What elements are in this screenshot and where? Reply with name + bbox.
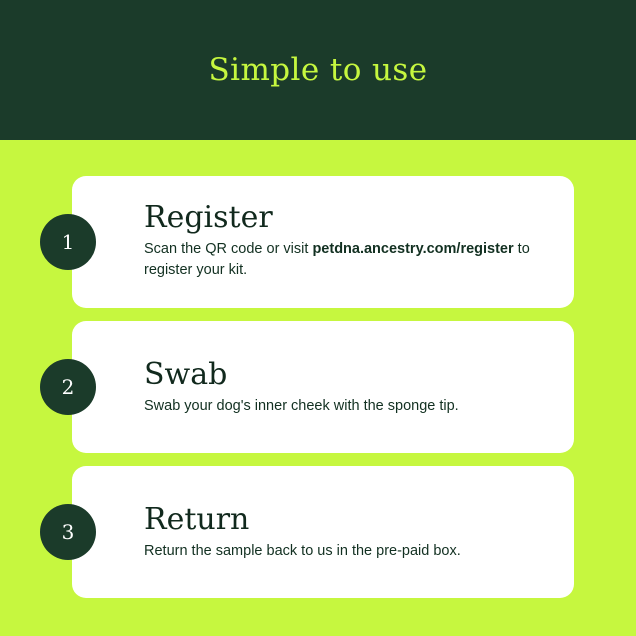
page-header <box>0 0 636 140</box>
step-card <box>72 321 574 453</box>
step-description-prefix: Return the sample back to us in the pre-paid box. <box>144 542 461 559</box>
step-number-badge: 2 <box>40 359 96 415</box>
step-number-badge: 1 <box>40 214 96 270</box>
step-description-prefix: Swab your dog's inner cheek with the sponge tip. <box>144 397 459 414</box>
steps-list <box>0 140 636 636</box>
step-card <box>72 176 574 308</box>
step-description-suffix: to register your kit. <box>144 241 530 278</box>
step-title: Return <box>144 501 250 537</box>
step-description-link: petdna.ancestry.com/register <box>312 241 514 257</box>
step-title: Register <box>144 200 273 235</box>
step-description <box>144 541 544 562</box>
step-card <box>72 466 574 598</box>
list-item <box>32 321 604 453</box>
step-number-badge: 3 <box>40 504 96 560</box>
list-item <box>32 466 604 598</box>
step-description <box>144 239 544 281</box>
step-title: Swab <box>144 356 228 392</box>
list-item <box>32 176 604 308</box>
step-description-prefix: Scan the QR code or visit <box>144 241 313 257</box>
step-description <box>144 396 544 417</box>
page-title: Simple to use <box>208 52 428 88</box>
